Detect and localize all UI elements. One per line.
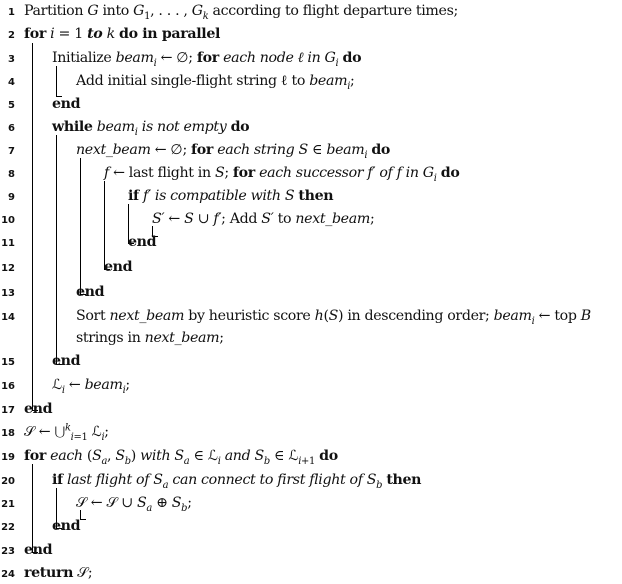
line-text: 𝒮 ← 𝒮 ∪ $S_a$ ⊕ $S_b$; — [76, 495, 192, 514]
line-number: 8 — [8, 169, 15, 180]
indent-rule — [32, 43, 33, 410]
line-text: end — [24, 401, 53, 417]
line-number: 9 — [8, 192, 15, 203]
line-text: if last flight of $S_a$ can connect to first flight of $S_b$ then — [52, 472, 422, 491]
line-text: 𝒮 ← ⋃$^k_{i=1}$ ℒ$_i$; — [24, 422, 109, 443]
line-number: 3 — [8, 54, 15, 65]
line-text: for each ($S_a$, $S_b$) with $S_a$ ∈ ℒ$_i$ and $S_b$ ∈ ℒ$_{i+1}$ do — [24, 448, 338, 467]
line-text: f ← last flight in S; for each successor f′ of f in $G_i$ do — [104, 165, 460, 184]
line-text: end — [24, 542, 53, 558]
indent-rule-tick — [80, 519, 86, 520]
line-number: 7 — [8, 146, 15, 157]
line-number: 6 — [8, 123, 15, 134]
indent-rule — [56, 135, 57, 364]
line-text: end — [52, 96, 81, 112]
line-text: end — [76, 284, 105, 300]
line-text: next_beam ← ∅; for each string S ∈ beam$_i$ do — [76, 142, 391, 161]
indent-rule — [104, 181, 105, 269]
line-text: for i = 1 to k do in parallel — [24, 26, 221, 42]
indent-rule — [56, 66, 57, 96]
line-number: 11 — [1, 238, 15, 249]
line-number: 4 — [8, 77, 15, 88]
line-text: strings in next_beam; — [76, 330, 224, 346]
line-text: end — [128, 234, 157, 250]
line-number: 2 — [8, 30, 15, 41]
line-text: Sort next_beam by heuristic score h(S) in descending order; beam$_i$ ← top B — [76, 308, 591, 327]
line-text: Partition G into $G_1$, . . . , $G_k$ according to flight departure times; — [24, 3, 458, 22]
line-text: return 𝒮; — [24, 565, 93, 581]
line-text: ℒ$_i$ ← beam$_i$; — [52, 377, 130, 396]
line-number: 10 — [1, 215, 15, 226]
line-number: 1 — [8, 7, 15, 18]
line-text: S′ ← S ∪ f′; Add S′ to next_beam; — [152, 211, 375, 227]
line-number: 17 — [1, 405, 15, 416]
line-text: end — [52, 518, 81, 534]
line-number: 15 — [1, 357, 15, 368]
line-number: 14 — [1, 312, 15, 323]
line-number: 19 — [1, 452, 15, 463]
line-number: 22 — [1, 522, 15, 533]
line-number: 21 — [1, 499, 15, 510]
line-number: 24 — [1, 569, 15, 580]
line-number: 18 — [1, 428, 15, 439]
line-number: 20 — [1, 476, 15, 487]
line-number: 13 — [1, 288, 15, 299]
indent-rule — [32, 464, 33, 552]
line-number: 16 — [1, 381, 15, 392]
line-text: Add initial single-flight string ℓ to beam$_i$; — [76, 73, 355, 92]
line-number: 5 — [8, 100, 15, 111]
line-number: 23 — [1, 546, 15, 557]
line-text: end — [104, 259, 133, 275]
line-text: end — [52, 353, 81, 369]
line-number: 12 — [1, 263, 15, 274]
line-text: Initialize beam$_i$ ← ∅; for each node ℓ in $G_i$ do — [52, 50, 362, 69]
indent-rule — [80, 158, 81, 294]
line-text: if f′ is compatible with S then — [128, 188, 334, 204]
line-text: while beam$_i$ is not empty do — [52, 119, 250, 138]
